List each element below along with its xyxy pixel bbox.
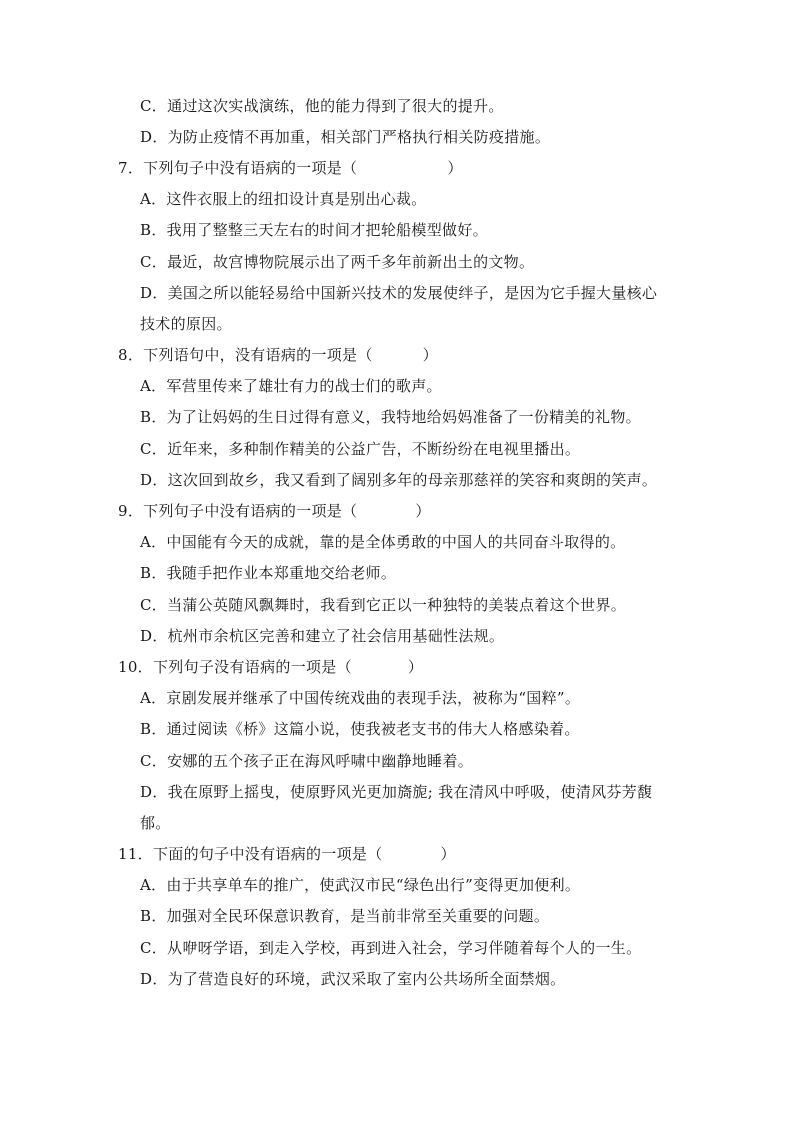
q10-option-d-continuation: 郁。 [140, 814, 171, 832]
q8-stem [118, 345, 438, 365]
q10-option-d: D．我在原野上摇曳，使原野风光更加旖旎; 我在清风中呼吸，使清风芬芳馥 [140, 783, 653, 801]
q9-option-d: D．杭州市余杭区完善和建立了社会信用基础性法规。 [140, 627, 505, 645]
q9-option-a: A．中国能有今天的成就，靠的是全体勇敢的中国人的共同奋斗取得的。 [140, 533, 626, 551]
q10-stem-close: ） [407, 658, 424, 676]
q8-option-c: C．近年来，多种制作精美的公益广告，不断纷纷在电视里播出。 [140, 440, 581, 458]
q9-stem-close: ） [415, 502, 431, 520]
q7-stem-text: 7．下列句子中没有语病的一项是（ [118, 159, 358, 177]
q11-stem-close: ） [440, 845, 456, 863]
q6-option-c: C．通过这次实战演练，他的能力得到了很大的提升。 [140, 97, 504, 115]
q7-option-c: C．最近，故宫博物院展示出了两千多年前新出土的文物。 [140, 253, 535, 271]
q7-option-b: B．我用了整整三天左右的时间才把轮船模型做好。 [140, 221, 488, 239]
q11-stem [118, 844, 456, 864]
q7-stem-close: ） [447, 159, 463, 177]
q9-stem [118, 501, 431, 521]
q10-option-c: C．安娜的五个孩子正在海风呼啸中幽静地睡着。 [140, 752, 474, 770]
q7-stem [118, 158, 463, 178]
q6-option-d: D．为防止疫情不再加重，相关部门严格执行相关防疫措施。 [140, 128, 551, 146]
q8-option-d: D．这次回到故乡，我又看到了阔别多年的母亲那慈祥的笑容和爽朗的笑声。 [140, 471, 658, 489]
q7-option-a: A．这件衣服上的纽扣设计真是别出心裁。 [140, 190, 427, 208]
q10-stem-text: 10．下列句子没有语病的一项是（ [118, 658, 352, 676]
q9-stem-text: 9．下列句子中没有语病的一项是（ [118, 502, 358, 520]
q11-option-d: D．为了营造良好的环境，武汉采取了室内公共场所全面禁烟。 [140, 970, 566, 988]
q9-option-c: C．当蒲公英随风飘舞时，我看到它正以一种独特的美装点着这个世界。 [140, 596, 627, 614]
q10-option-b: B．通过阅读《桥》这篇小说，使我被老支书的伟大人格感染着。 [140, 720, 580, 738]
q8-stem-text: 8．下列语句中，没有语病的一项是（ [118, 346, 373, 364]
q11-option-a: A．由于共享单车的推广，使武汉市民“绿色出行”变得更加便利。 [140, 876, 581, 894]
q8-option-b: B．为了让妈妈的生日过得有意义，我特地给妈妈准备了一份精美的礼物。 [140, 408, 641, 426]
q11-stem-text: 11．下面的句子中没有语病的一项是（ [118, 845, 383, 863]
q11-option-b: B．加强对全民环保意识教育，是当前非常至关重要的问题。 [140, 907, 550, 925]
q11-option-c: C．从咿呀学语，到走入学校，再到进入社会，学习伴随着每个人的一生。 [140, 939, 642, 957]
q9-option-b: B．我随手把作业本郑重地交给老师。 [140, 564, 397, 582]
q10-stem [118, 657, 423, 677]
q10-option-a: A．京剧发展并继承了中国传统戏曲的表现手法，被称为“国粹”。 [140, 689, 581, 707]
q8-option-a: A．军营里传来了雄壮有力的战士们的歌声。 [140, 377, 442, 395]
q7-option-d-continuation: 技术的原因。 [140, 315, 232, 333]
q7-option-d: D．美国之所以能轻易给中国新兴技术的发展使绊子，是因为它手握大量核心 [140, 284, 658, 302]
q8-stem-close: ） [422, 346, 438, 364]
